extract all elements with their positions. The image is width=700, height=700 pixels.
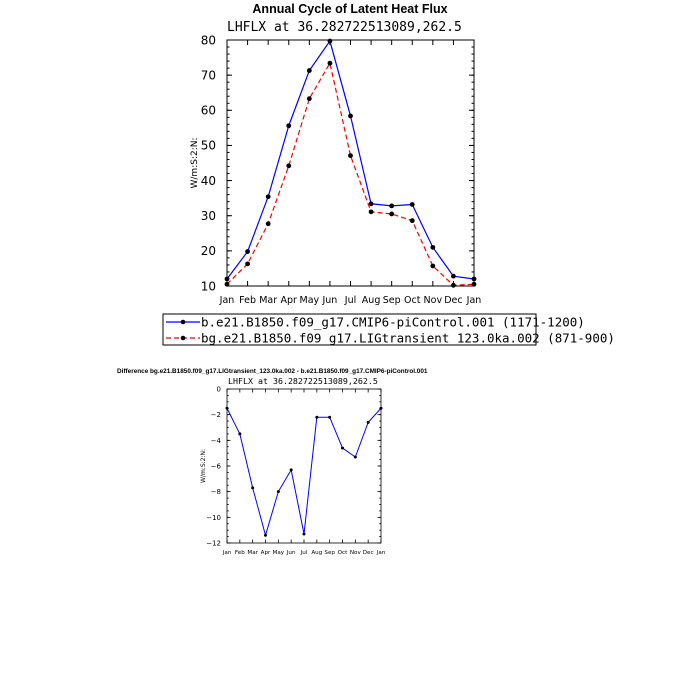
series-0-point bbox=[380, 407, 383, 410]
series-0-point bbox=[238, 432, 241, 435]
y-tick-label: 70 bbox=[200, 68, 216, 83]
series-0-point bbox=[451, 274, 456, 279]
x-tick-label: Jan bbox=[466, 295, 482, 306]
series-0-point bbox=[307, 68, 312, 73]
x-tick-label: Dec bbox=[444, 295, 463, 306]
x-tick-label: Feb bbox=[239, 295, 256, 306]
series-0-point bbox=[286, 123, 291, 128]
chart-title: Annual Cycle of Latent Heat Flux bbox=[252, 2, 448, 16]
series-0-point bbox=[348, 114, 353, 119]
x-tick-label: Oct bbox=[337, 550, 348, 556]
series-0-point bbox=[315, 416, 318, 419]
series-line-1 bbox=[227, 63, 474, 285]
series-0-point bbox=[328, 416, 331, 419]
series-0-point bbox=[389, 203, 394, 208]
y-axis-label: W/m:S:2:N: bbox=[190, 137, 200, 189]
x-tick-label: Jun bbox=[322, 295, 338, 306]
series-1-point bbox=[389, 212, 394, 217]
difference-subtitle: LHFLX at 36.282722513089,262.5 bbox=[228, 376, 378, 386]
x-tick-label: Aug bbox=[311, 550, 323, 556]
legend-marker-piControl bbox=[181, 320, 186, 325]
difference-y-axis-label: W/m:S:2:N: bbox=[200, 449, 207, 483]
x-tick-label: Sep bbox=[324, 550, 335, 556]
series-0-point bbox=[367, 421, 370, 424]
y-tick-label: 30 bbox=[200, 209, 216, 224]
x-tick-label: Jan bbox=[222, 550, 232, 556]
series-1-point bbox=[328, 61, 333, 66]
plot-frame bbox=[227, 40, 474, 286]
annual-cycle-chart bbox=[190, 2, 481, 306]
y-tick-label: −6 bbox=[210, 462, 221, 471]
x-tick-label: Apr bbox=[260, 550, 271, 556]
series-layer bbox=[225, 39, 477, 288]
x-tick-label: Dec bbox=[362, 550, 374, 556]
series-0-point bbox=[290, 468, 293, 471]
series-0-point bbox=[303, 533, 306, 536]
series-1-point bbox=[348, 153, 353, 158]
y-tick-label: 50 bbox=[200, 138, 216, 153]
y-tick-label: 0 bbox=[216, 385, 221, 394]
difference-title: Difference bg.e21.B1850.f09_g17.LIGtransient_123.0ka.002 - b.e21.B1850.f09_g17.CMIP6-piControl.001 bbox=[117, 368, 428, 375]
series-1-point bbox=[430, 264, 435, 269]
series-0-point bbox=[251, 486, 254, 489]
series-0-point bbox=[245, 249, 250, 254]
series-0-point bbox=[341, 447, 344, 450]
y-tick-label: 40 bbox=[200, 173, 216, 188]
legend-label-LIGtransient: bg.e21.B1850.f09_g17.LIGtransient_123.0ka.002 (871-900) bbox=[201, 330, 615, 346]
series-0-point bbox=[277, 490, 280, 493]
series-1-point bbox=[472, 282, 477, 287]
series-0-point bbox=[472, 277, 477, 282]
x-tick-label: May bbox=[299, 295, 320, 306]
y-tick-label: −12 bbox=[206, 539, 221, 548]
series-line-0 bbox=[227, 408, 381, 535]
x-tick-label: Jan bbox=[376, 550, 386, 556]
y-tick-label: 80 bbox=[200, 33, 216, 48]
y-tick-label: −8 bbox=[210, 488, 221, 497]
x-tick-label: May bbox=[272, 550, 285, 556]
x-tick-label: Apr bbox=[280, 295, 297, 306]
series-line-0 bbox=[227, 41, 474, 279]
series-1-point bbox=[266, 221, 271, 226]
series-0-point bbox=[226, 407, 229, 410]
y-tick-label: 20 bbox=[200, 244, 216, 259]
series-0-point bbox=[410, 202, 415, 207]
series-0-point bbox=[369, 201, 374, 206]
series-0-point bbox=[354, 456, 357, 459]
legend bbox=[163, 314, 615, 346]
axes bbox=[201, 33, 482, 306]
x-tick-label: Mar bbox=[259, 295, 278, 306]
y-tick-label: −4 bbox=[210, 436, 221, 445]
series-1-point bbox=[286, 163, 291, 168]
series-0-point bbox=[328, 39, 333, 44]
series-0-point bbox=[225, 277, 230, 282]
series-1-point bbox=[225, 282, 230, 287]
x-tick-label: Jun bbox=[286, 550, 296, 556]
series-1-point bbox=[307, 96, 312, 101]
legend-marker-LIGtransient bbox=[181, 336, 186, 341]
x-tick-label: Sep bbox=[382, 295, 401, 306]
x-tick-label: Jan bbox=[219, 295, 235, 306]
x-tick-label: Mar bbox=[247, 550, 258, 556]
difference-plot-frame bbox=[227, 389, 381, 543]
x-tick-label: Feb bbox=[234, 550, 245, 556]
x-tick-label: Aug bbox=[361, 295, 381, 306]
x-tick-label: Nov bbox=[349, 550, 361, 556]
y-tick-label: −2 bbox=[210, 411, 221, 420]
series-1-point bbox=[369, 209, 374, 214]
x-tick-label: Jul bbox=[344, 295, 357, 306]
series-1-point bbox=[245, 261, 250, 266]
x-tick-label: Jul bbox=[300, 550, 308, 556]
difference-series-layer bbox=[226, 407, 383, 537]
x-tick-label: Nov bbox=[423, 295, 443, 306]
y-tick-label: 10 bbox=[200, 279, 216, 294]
series-0-point bbox=[266, 194, 271, 199]
chart-subtitle: LHFLX at 36.282722513089,262.5 bbox=[227, 20, 462, 35]
x-tick-label: Oct bbox=[404, 295, 421, 306]
y-tick-label: 60 bbox=[200, 103, 216, 118]
series-0-point bbox=[430, 245, 435, 250]
difference-chart bbox=[117, 368, 428, 556]
series-0-point bbox=[264, 534, 267, 537]
series-1-point bbox=[451, 283, 456, 288]
legend-label-piControl: b.e21.B1850.f09_g17.CMIP6-piControl.001 (1171-1200) bbox=[201, 314, 585, 330]
series-1-point bbox=[410, 218, 415, 223]
y-tick-label: −10 bbox=[206, 513, 221, 522]
difference-axes bbox=[206, 386, 386, 556]
